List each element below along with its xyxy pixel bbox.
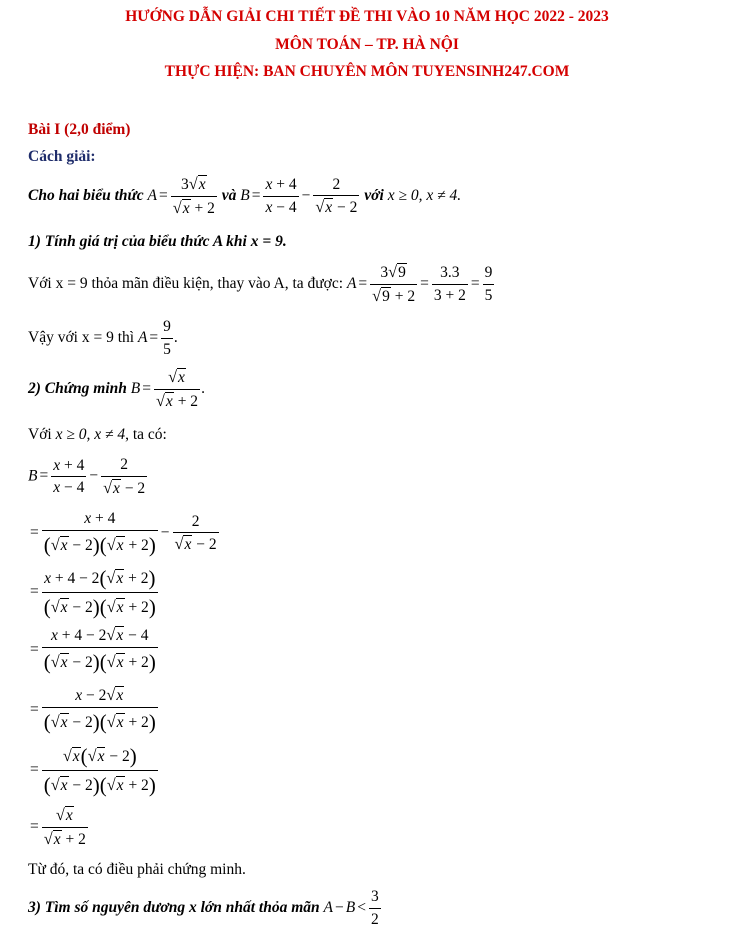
- header-line-3: THỰC HIỆN: BAN CHUYÊN MÔN TUYENSINH247.COM: [164, 63, 570, 80]
- expr-A-def: A = $\frac{3√x}{√x + 2}$: [147, 175, 215, 217]
- expr-A-at-9: A = $\frac{3√9}{√9 + 2}$ = $\frac{3.3}{3 + 2}$ = $\frac{9}{5}$: [346, 263, 493, 305]
- part2-conclusion: Từ đó, ta có điều phải chứng minh.: [28, 861, 246, 878]
- expr-A-result: A = $\frac{9}{5}$ .: [137, 318, 178, 358]
- proof-step-1: B = $\frac{x + 4}{x - 4}$ − $\frac{2}{√x - 2}$: [28, 456, 146, 497]
- header-line-1: HƯỚNG DẪN GIẢI CHI TIẾT ĐỀ THI VÀO 10 NĂM HỌC 2022 - 2023: [125, 8, 609, 25]
- proof-step-6: = $\frac{√x(√x - 2)}{(√x - 2)(√x + 2)}$: [30, 744, 156, 798]
- part1-substitution: Với x = 9 thỏa mãn điều kiện, thay vào A, ta được: A = $\frac{3√9}{√9 + 2}$ = $\frac{3.3}{3 + 2}$ = $\frac{9}{5}$: [28, 263, 495, 306]
- part1-conclusion: Vậy với x = 9 thì A = $\frac{9}{5}$ .: [28, 318, 178, 358]
- problem-condition: x ≥ 0, x ≠ 4.: [387, 186, 462, 204]
- problem-statement: Cho hai biểu thức A = $\frac{3√x}{√x + 2}$ và B = $\frac{x + 4}{x - 4}$ − $\frac{2}{√x - 2}$ với x ≥ 0, x ≠ 4.: [28, 175, 462, 217]
- part2-condition-line: Với x ≥ 0, x ≠ 4, ta có:: [28, 426, 167, 443]
- expr-part3-inequality: A − B < $\frac{3}{2}$: [323, 888, 379, 928]
- header-line-2: MÔN TOÁN – TP. HÀ NỘI: [275, 36, 459, 53]
- proof-step-2: = $\frac{x + 4}{(√x - 2)(√x + 2)}$ − $\frac{2}{√x - 2}$: [30, 510, 217, 557]
- proof-step-4: = $\frac{x + 4 - 2√x - 4}{(√x - 2)(√x + 2)}$: [30, 626, 156, 674]
- part2-title: 2) Chứng minh B = $\frac{√x}{√x + 2}$ .: [28, 368, 205, 410]
- section-title: Bài I (2,0 điểm): [28, 121, 131, 138]
- expr-B-target: B = $\frac{√x}{√x + 2}$ .: [130, 368, 205, 410]
- proof-step-5: = $\frac{x - 2√x}{(√x - 2)(√x + 2)}$: [30, 686, 156, 734]
- part1-title: 1) Tính giá trị của biểu thức A khi x = 9.: [28, 233, 287, 250]
- proof-step-7: = $\frac{√x}{√x + 2}$: [30, 806, 86, 848]
- expr-B-def: B = $\frac{x + 4}{x - 4}$ − $\frac{2}{√x - 2}$: [240, 175, 358, 217]
- proof-step-3: = $\frac{x + 4 - 2(√x + 2)}{(√x - 2)(√x + 2)}$: [30, 566, 156, 620]
- solution-label: Cách giải:: [28, 148, 96, 165]
- part3-title: 3) Tìm số nguyên dương x lớn nhất thỏa mãn A − B < $\frac{3}{2}$: [28, 888, 382, 929]
